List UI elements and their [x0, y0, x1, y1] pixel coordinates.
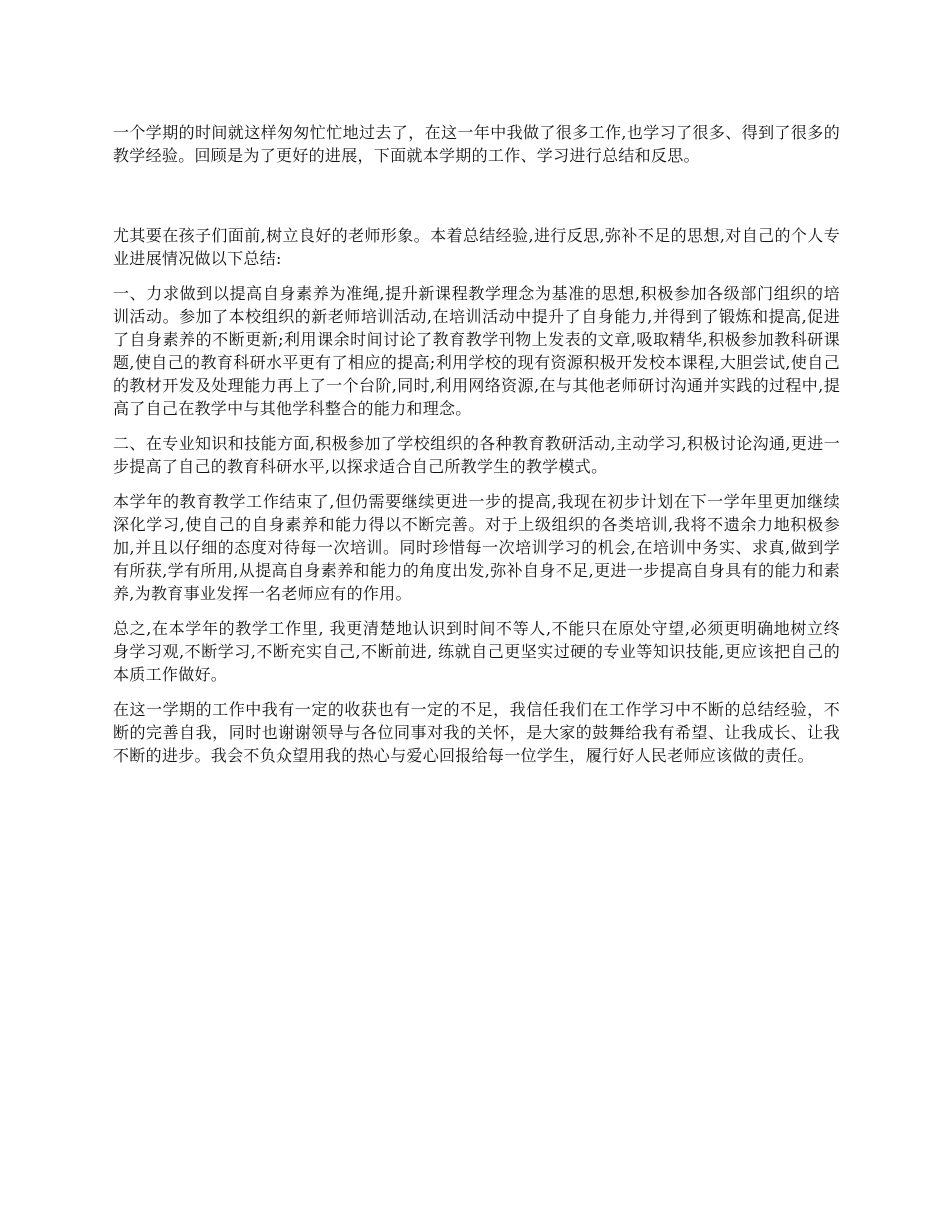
paragraph-gap [113, 167, 840, 224]
conclusion-paragraph: 总之,在本学年的教学工作里, 我更清楚地认识到时间不等人,不能只在原处守望,必须更明确地树立终身学习观,不断学习,不断充实自己,不断前进, 练就自己更坚实过硬的专业等知识技能,更应该把自己的本质工作做好。 [113, 619, 840, 684]
document-body [113, 121, 840, 779]
section-one-paragraph: 一、力求做到以提高自身素养为准绳,提升新课程教学理念为基准的思想,积极参加各级部门组织的培训活动。参加了本校组织的新老师培训活动,在培训活动中提升了自身能力,并得到了锻炼和提高,促进了自身素养的不断更新;利用课余时间讨论了教育教学刊物上发表的文章,吸取精华,积极参加教科研课题,使自己的教育科研水平更有了相应的提高;利用学校的现有资源积极开发校本课程,大胆尝试,使自己的教材开发及处理能力再上了一个台阶,同时,利用网络资源,在与其他老师研讨沟通并实践的过程中,提高了自己在教学中与其他学科整合的能力和理念。 [113, 284, 840, 418]
closing-paragraph: 在这一学期的工作中我有一定的收获也有一定的不足，我信任我们在工作学习中不断的总结经验，不断的完善自我，同时也谢谢领导与各位同事对我的关怀，是大家的鼓舞给我有希望、让我成长、让我不断的进步。我会不负众望用我的热心与爱心回报给每一位学生，履行好人民老师应该做的责任。 [113, 700, 840, 765]
summary-intro-paragraph: 尤其要在孩子们面前,树立良好的老师形象。本着总结经验,进行反思,弥补不足的思想,对自己的个人专业进展情况做以下总结: [113, 226, 840, 268]
intro-paragraph: 一个学期的时间就这样匆匆忙忙地过去了，在这一年中我做了很多工作,也学习了很多、得到了很多的教学经验。回顾是为了更好的进展，下面就本学期的工作、学习进行总结和反思。 [113, 123, 840, 165]
plan-paragraph: 本学年的教育教学工作结束了,但仍需要继续更进一步的提高,我现在初步计划在下一学年里更加继续深化学习,使自己的自身素养和能力得以不断完善。对于上级组织的各类培训,我将不遗余力地积极参加,并且以仔细的态度对待每一次培训。同时珍惜每一次培训学习的机会,在培训中务实、求真,做到学有所获,学有所用,从提高自身素养和能力的角度出发,弥补自身不足,更进一步提高自身具有的能力和素养,为教育事业发挥一名老师应有的作用。 [113, 492, 840, 603]
section-two-paragraph: 二、在专业知识和技能方面,积极参加了学校组织的各种教育教研活动,主动学习,积极讨论沟通,更进一步提高了自己的教育科研水平,以探求适合自己所教学生的教学模式。 [113, 434, 840, 476]
